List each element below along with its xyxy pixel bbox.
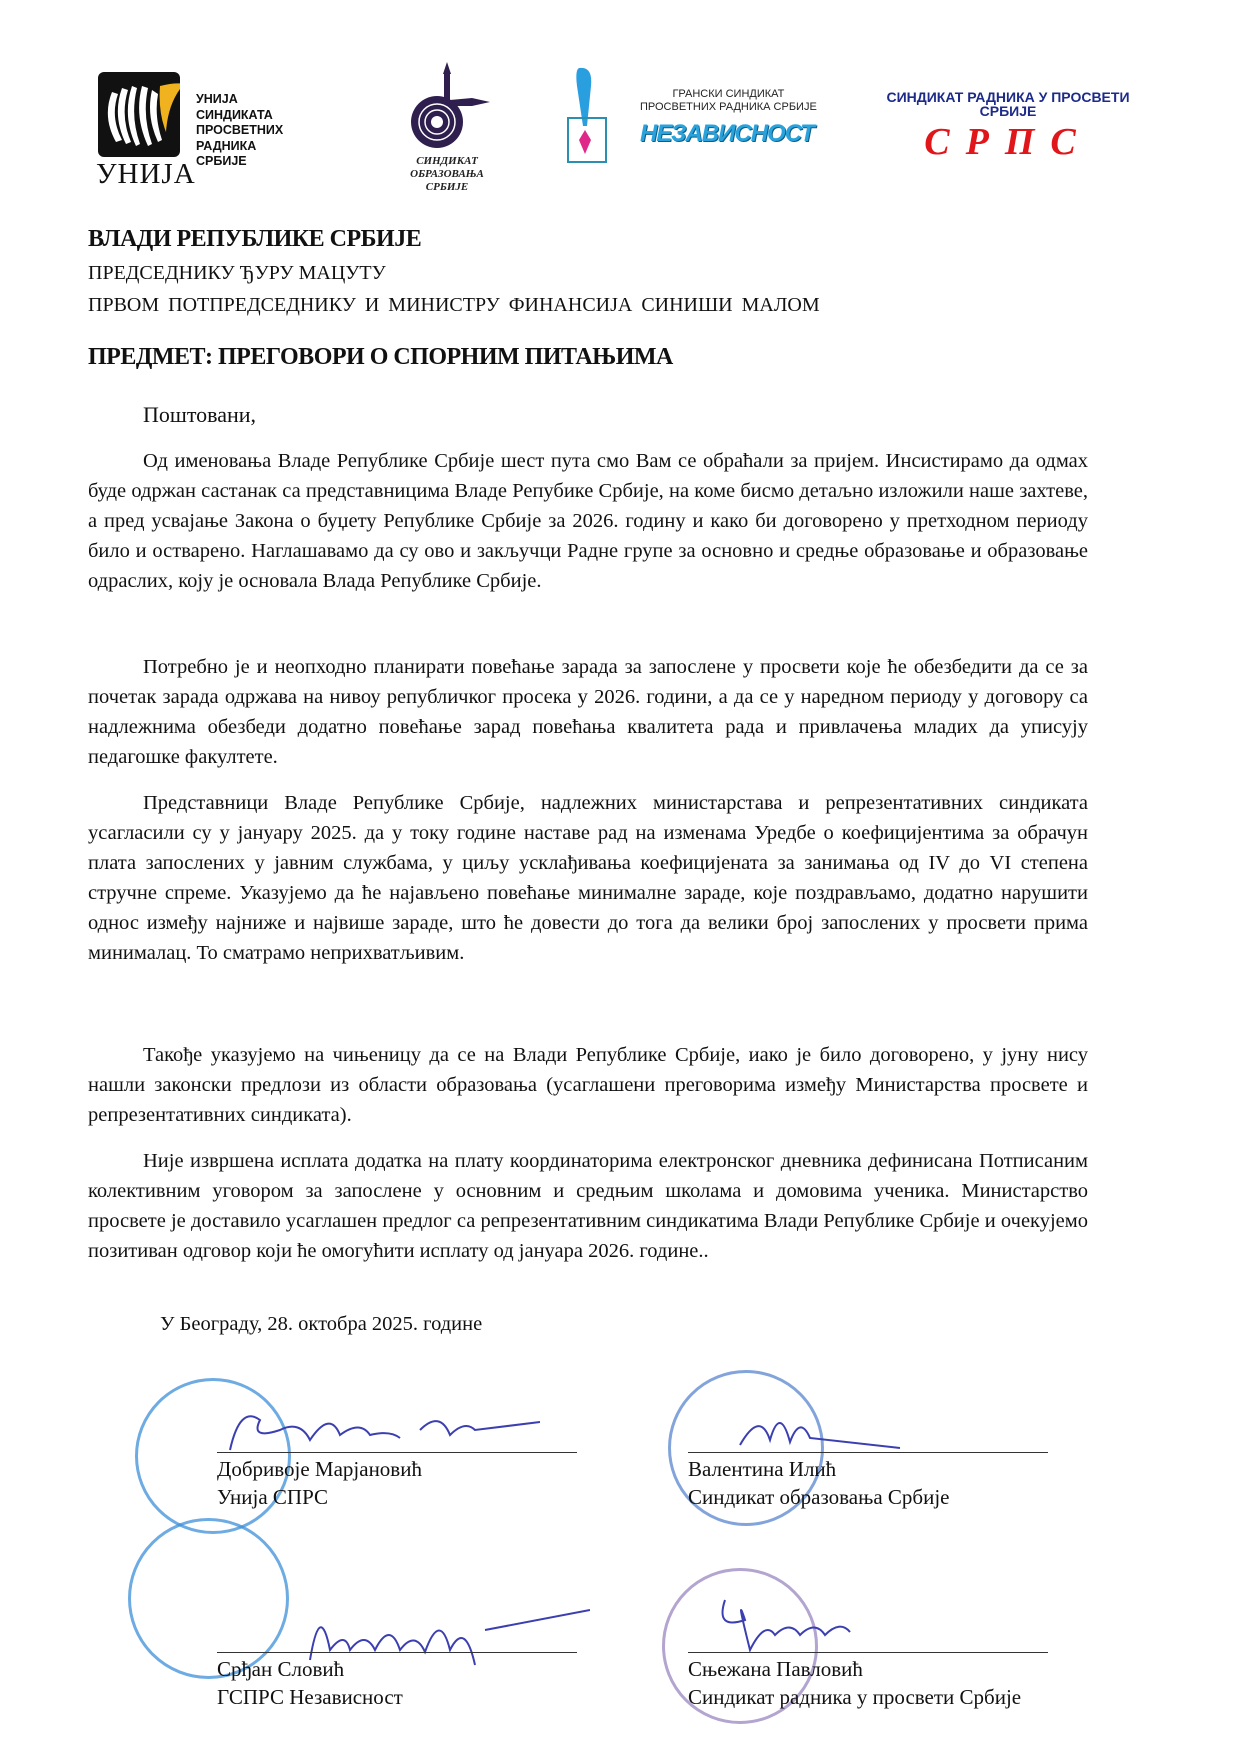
gsprs-text-line: ГРАНСКИ СИНДИКАТ (672, 88, 785, 100)
unija-text-line: ПРОСВЕТНИХ (196, 123, 284, 137)
unija-text-line: СРБИЈЕ (196, 154, 247, 168)
gsprs-logo-text (640, 88, 817, 114)
sos-caption-line: СИНДИКАТ ОБРАЗОВАЊА (410, 155, 484, 180)
sos-caption-line: СРБИЈЕ (425, 181, 469, 193)
unija-wordmark: УНИЈА (96, 158, 196, 190)
paragraph-text: Није извршена исплата додатка на плату координаторима електронског дневника дефинисана Потписаним колективним уговором за запослене у основним и средњим школама и домовима ученика. Министарство просвете је доставило усаглашен предлог са репрезентативним синдикатима Влади Републике Србије и очекујемо позитиван одговор који ће омогућити исплату од јануара 2026. године.. (88, 1150, 1088, 1262)
greeting: Поштовани, (143, 402, 257, 427)
paragraph-text: Такође указујемо на чињеницу да се на Влади Републике Србије, иако је било договорено, у јуну нису нашли законски предлози из области образовања (усаглашени преговорима између Министарства просвете и репрезентативних синдиката). (88, 1044, 1088, 1126)
signatory-name: Срђан Словић (217, 1657, 345, 1681)
sos-pen-icon (402, 60, 492, 155)
unija-logo-text (196, 92, 283, 170)
gsprs-exclamation-pen-icon (565, 66, 611, 166)
signatory-name: Сњежана Павловић (688, 1657, 863, 1681)
paragraph-text: Представници Владе Републике Србије, надлежних министарстава и репрезентативних синдиката усагласили су у јануару 2025. да у току године наставе рад на изменама Уредбе о коефицијентима за обрачун плата запослених у јавним службама, у циљу усклађивања коефицијената за занимања од IV до VI степена стручне спреме. Указујемо да ће најављено повећање минималне зараде, које поздрављамо, додатно нарушити однос између најниже и највише зараде, што ће довести до тога да велики број запослених у просвети прима минималац. То сматрамо неприхватљивим. (88, 792, 1088, 964)
paragraph-text: Од именовања Владе Републике Србије шест пута смо Вам се обраћали за пријем. Инсистирамо да одмах буде одржан састанак са представницима Владе Репубике Србије, на коме бисмо детаљно изложили наше захтеве, а пред усвајање Закона о буџету Републике Србије за 2026. годину и како би договорено у претходном периоду било и остварено. Наглашавамо да су ово и закључци Радне групе за основно и средње образовање и образовање одраслих, коју је основала Влада Републике Србије. (88, 450, 1088, 592)
unija-logo-mark (98, 72, 180, 157)
signature-block (688, 1452, 1048, 1511)
letter-paragraph (88, 652, 1088, 772)
signatory-organization: ГСПРС Независност (217, 1685, 403, 1709)
unija-text-line: РАДНИКА (196, 138, 257, 153)
recipient-government: ВЛАДИ РЕПУБЛИКЕ СРБИЈЕ (88, 226, 422, 252)
letter-paragraph (88, 1146, 1088, 1266)
recipient-minister: ПРВОМ ПОТПРЕДСЕДНИКУ И МИНИСТРУ ФИНАНСИЈА СИНИШИ МАЛОМ (88, 294, 820, 316)
signature-block (688, 1652, 1048, 1711)
srps-text-line: СИНДИКАТ РАДНИКА У ПРОСВЕТИ (886, 89, 1130, 105)
unija-pages-icon (98, 72, 180, 157)
signatory-name: Добривоје Марјановић (217, 1457, 422, 1481)
signatory-organization: Унија СПРС (217, 1485, 329, 1509)
signatory-organization: Синдикат образовања Србије (688, 1485, 950, 1509)
letter-paragraph (88, 788, 1088, 968)
letter-paragraph (88, 1040, 1088, 1130)
srps-logo-text (838, 90, 1178, 118)
unija-text-line: СИНДИКАТА (196, 107, 273, 122)
recipient-president: ПРЕДСЕДНИКУ ЂУРУ МАЦУТУ (88, 262, 386, 284)
srps-text-line: СРБИЈЕ (979, 103, 1037, 119)
sos-logo (382, 60, 512, 205)
srps-wordmark: СРПС (924, 121, 1092, 163)
unija-text-line: УНИЈА (196, 92, 238, 106)
letter-paragraph (88, 446, 1088, 596)
letter-subject: ПРЕДМЕТ: ПРЕГОВОРИ О СПОРНИМ ПИТАЊИМА (88, 344, 673, 370)
signature-block (217, 1452, 577, 1511)
place-and-date: У Београду, 28. oктобра 2025. године (160, 1313, 483, 1335)
gsprs-wordmark: НЕЗАВИСНОСТ (640, 120, 814, 147)
signature-block (217, 1652, 577, 1711)
signatory-name: Валентина Илић (688, 1457, 837, 1481)
paragraph-text: Потребно је и неопходно планирати повећање зарада за запослене у просвети које ће обезбедити да се за почетак зарада одржава на нивоу републичког просека у 2026. години, а да се у наредном периоду у договору са надлежнима обезбеди додатно повећање зарад повећања квалитета рада и привлачења младих да уписују педагошке факултете. (88, 656, 1088, 768)
gsprs-text-line: ПРОСВЕТНИХ РАДНИКА СРБИЈЕ (640, 101, 817, 113)
signatory-organization: Синдикат радника у просвети Србије (688, 1685, 1022, 1709)
